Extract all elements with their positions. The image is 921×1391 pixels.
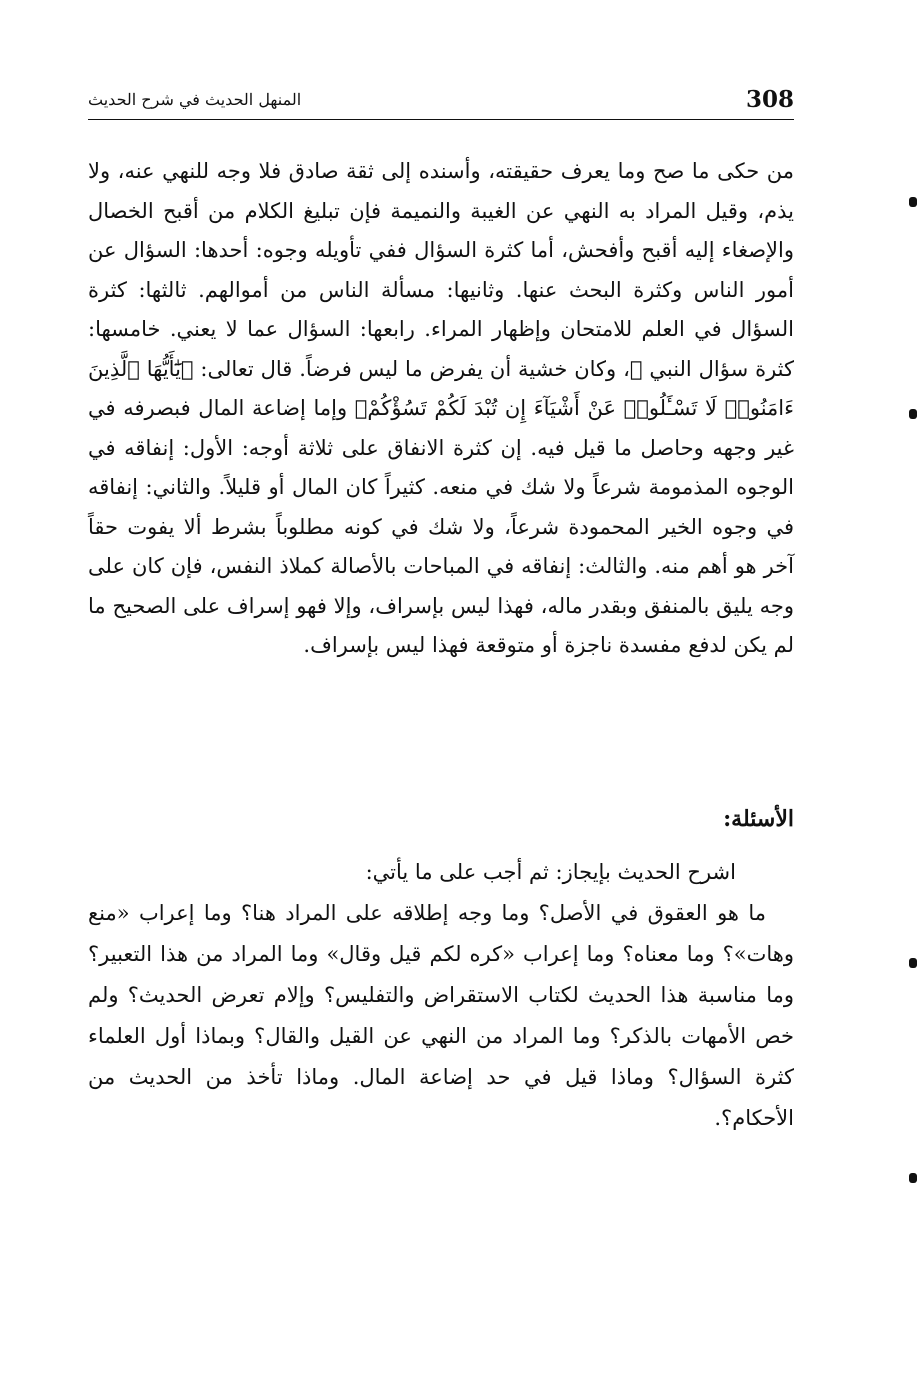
page-number: 308 [745, 86, 794, 113]
page-header [88, 88, 794, 118]
questions-intro: اشرح الحديث بإيجاز: ثم أجب على ما يأتي: [365, 860, 736, 884]
margin-scan-mark [909, 1173, 917, 1183]
questions-block [88, 852, 794, 1139]
questions-text: ما هو العقوق في الأصل؟ وما وجه إطلاقه على المراد هنا؟ وما إعراب «منع وهات»؟ وما معناه؟ وما إعراب «كره لكم قيل وقال» وما المراد من هذا التعبير؟ وما مناسبة هذا الحديث لكتاب الاستقراض والتفليس؟ وإلام تعرض الحديث؟ ولم خص الأمهات بالذكر؟ وما المراد من النهي عن القيل والقال؟ وبماذا أول العلماء كثرة السؤال؟ وماذا قيل في حد إضاعة المال. وماذا تأخذ من الحديث من الأحكام؟. [88, 901, 794, 1130]
header-rule [88, 119, 794, 120]
main-paragraph [88, 152, 794, 666]
running-title: المنهل الحديث في شرح الحديث [88, 90, 302, 109]
margin-scan-mark [909, 197, 917, 207]
margin-scan-mark [909, 409, 917, 419]
questions-heading: الأسئلة: [723, 806, 794, 832]
paragraph-text: من حكى ما صح وما يعرف حقيقته، وأسنده إلى ثقة صادق فلا وجه للنهي عنه، ولا يذم، وقيل المراد به النهي عن الغيبة والنميمة فإن تبليغ الكلام من أقبح الخصال والإصغاء إليه أقبح وأفحش، أما كثرة السؤال ففي تأويله وجوه: أحدها: السؤال عن أمور الناس وكثرة البحث عنها. وثانيها: مسألة الناس من أموالهم. ثالثها: كثرة السؤال في العلم للامتحان وإظهار المراء. رابعها: السؤال عما لا يعني. خامسها: كثرة سؤال النبي ﷺ، وكان خشية أن يفرض ما ليس فرضاً. قال تعالى: ﴿يَٰٓأَيُّهَا ٱلَّذِينَ ءَامَنُوا۟ لَا تَسْـَٔلُوا۟ عَنْ أَشْيَآءَ إِن تُبْدَ لَكُمْ تَسُؤْكُمْ﴾ وإما إضاعة المال فبصرفه في غير وجهه وحاصل ما قيل فيه. إن كثرة الانفاق على ثلاثة أوجه: الأول: إنفاقه في الوجوه المذمومة شرعاً ولا شك في منعه. كثيراً كان المال أو قليلاً. والثاني: إنفاقه في وجوه الخير المحمودة شرعاً، ولا شك في كونه مطلوباً بشرط ألا يفوت حقاً آخر هو أهم منه. والثالث: إنفاقه في المباحات بالأصالة كملاذ النفس، فإن كان على وجه يليق بالمنفق وبقدر ماله، فهذا ليس بإسراف، وإلا فهو إسراف على الصحيح ما لم يكن لدفع مفسدة ناجزة أو متوقعة فهذا ليس بإسراف. [88, 159, 794, 657]
margin-scan-mark [909, 958, 917, 968]
